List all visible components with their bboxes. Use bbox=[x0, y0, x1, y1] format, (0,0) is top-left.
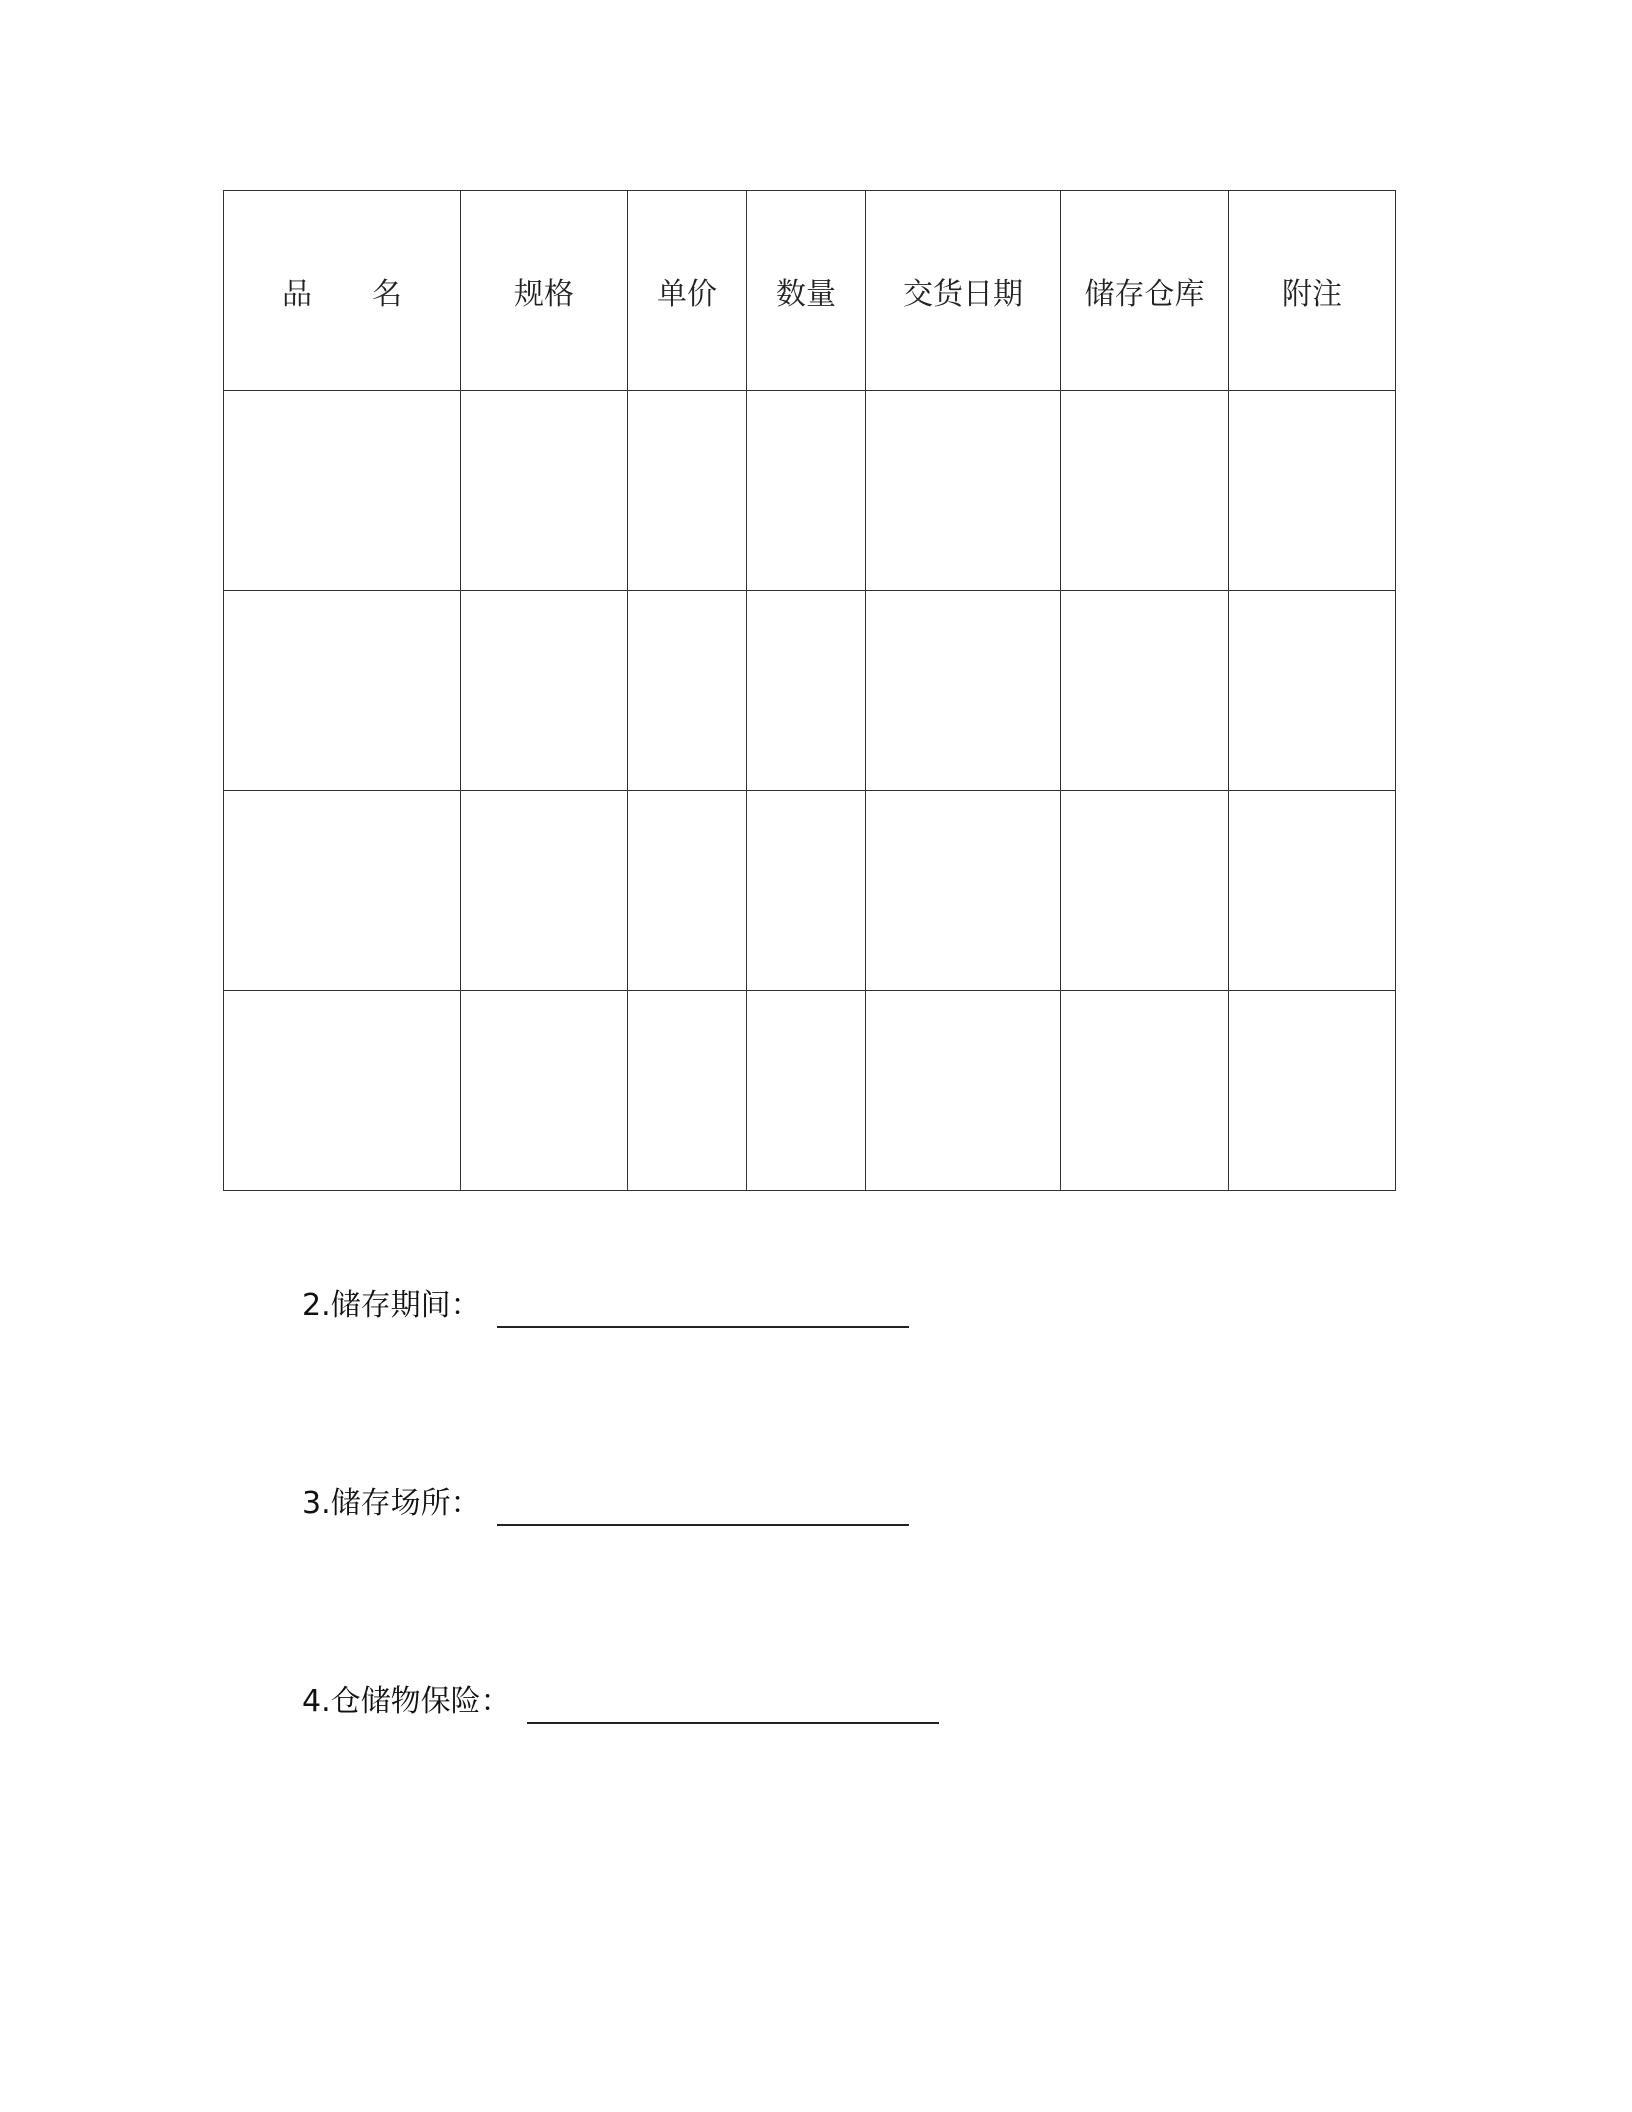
table-cell[interactable] bbox=[1229, 791, 1396, 991]
header-storage-warehouse: 储存仓库 bbox=[1061, 191, 1229, 391]
header-product-name: 品 名 bbox=[224, 191, 461, 391]
table-row bbox=[224, 791, 1396, 991]
header-specification: 规格 bbox=[461, 191, 628, 391]
table-cell[interactable] bbox=[747, 391, 866, 591]
table-cell[interactable] bbox=[866, 791, 1061, 991]
goods-insurance-blank[interactable] bbox=[527, 1688, 939, 1724]
table-cell[interactable] bbox=[1229, 391, 1396, 591]
storage-location-field bbox=[302, 1478, 909, 1522]
table-row bbox=[224, 391, 1396, 591]
table-cell[interactable] bbox=[1061, 991, 1229, 1191]
table-row bbox=[224, 991, 1396, 1191]
table-cell[interactable] bbox=[224, 591, 461, 791]
table-cell[interactable] bbox=[461, 591, 628, 791]
goods-insurance-field bbox=[302, 1676, 939, 1720]
table-cell[interactable] bbox=[1061, 391, 1229, 591]
goods-table bbox=[223, 190, 1396, 1191]
table-cell[interactable] bbox=[628, 791, 747, 991]
table-row bbox=[224, 591, 1396, 791]
goods-insurance-label: 4.仓储物保险： bbox=[302, 1684, 511, 1719]
storage-location-blank[interactable] bbox=[497, 1490, 909, 1526]
table-cell[interactable] bbox=[1061, 591, 1229, 791]
table-cell[interactable] bbox=[224, 391, 461, 591]
table-header-row bbox=[224, 191, 1396, 391]
header-quantity: 数量 bbox=[747, 191, 866, 391]
table-cell[interactable] bbox=[628, 991, 747, 1191]
table-cell[interactable] bbox=[866, 591, 1061, 791]
table-cell[interactable] bbox=[628, 391, 747, 591]
header-remarks: 附注 bbox=[1229, 191, 1396, 391]
table-cell[interactable] bbox=[866, 991, 1061, 1191]
table-cell[interactable] bbox=[1061, 791, 1229, 991]
table-cell[interactable] bbox=[1229, 591, 1396, 791]
header-delivery-date: 交货日期 bbox=[866, 191, 1061, 391]
table-cell[interactable] bbox=[628, 591, 747, 791]
table-cell[interactable] bbox=[461, 991, 628, 1191]
table-cell[interactable] bbox=[747, 791, 866, 991]
table-cell[interactable] bbox=[747, 991, 866, 1191]
table-cell[interactable] bbox=[747, 591, 866, 791]
storage-period-blank[interactable] bbox=[497, 1292, 909, 1328]
storage-period-label: 2.储存期间： bbox=[302, 1288, 481, 1323]
table-cell[interactable] bbox=[1229, 991, 1396, 1191]
table-cell[interactable] bbox=[461, 791, 628, 991]
header-unit-price: 单价 bbox=[628, 191, 747, 391]
table-cell[interactable] bbox=[224, 791, 461, 991]
table-cell[interactable] bbox=[224, 991, 461, 1191]
table-cell[interactable] bbox=[866, 391, 1061, 591]
storage-period-field bbox=[302, 1280, 909, 1324]
table-cell[interactable] bbox=[461, 391, 628, 591]
storage-location-label: 3.储存场所： bbox=[302, 1486, 481, 1521]
